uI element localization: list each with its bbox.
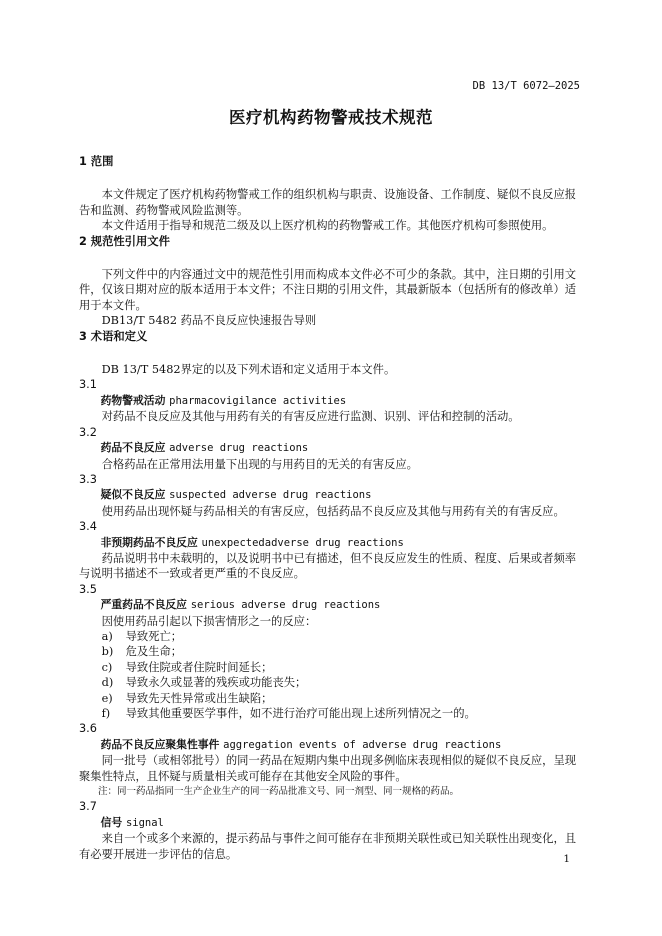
list-item-label: e)	[101, 691, 113, 705]
list-item	[102, 660, 586, 675]
standard-number: DB 13/T 6072—2025	[472, 80, 580, 92]
term-3-5-number: 3.5	[79, 582, 97, 596]
term-3-1-cn: 药物警戒活动	[100, 393, 166, 407]
list-item	[102, 675, 586, 690]
list-item-label: f)	[101, 707, 111, 720]
term-3-6-cn: 药品不良反应聚集性事件	[100, 737, 220, 751]
term-3-2-cn: 药品不良反应	[100, 441, 166, 455]
term-3-5-title	[101, 597, 586, 613]
term-3-3-title	[101, 487, 586, 503]
section-1-paragraph-1: 本文件规定了医疗机构药物警戒工作的组织机构与职责、设施设备、工作制度、疑似不良反应报告和监测、药物警戒风险监测等。	[79, 188, 577, 217]
list-item-text: 导致其他重要医学事件，如不进行治疗可能出现上述所列情况之一的。	[125, 707, 476, 720]
term-3-5-cn: 严重药品不良反应	[100, 598, 187, 612]
list-item-text: 危及生命；	[125, 645, 183, 659]
list-item-label: c)	[101, 660, 113, 674]
term-3-1-number: 3.1	[79, 378, 97, 392]
section-1-heading: 1 范围	[79, 155, 114, 168]
section-2-paragraph-1: 下列文件中的内容通过文中的规范性引用而构成本文件必不可少的条款。其中，注日期的引用文件，仅该日期对应的版本适用于本文件；不注日期的引用文件，其最新版本（包括所有的修改单）适用于本文件。	[79, 268, 577, 312]
page-number: 1	[563, 853, 570, 865]
list-item-label: d)	[101, 676, 114, 690]
list-item-text: 导致永久或显著的残疾或功能丧失；	[125, 676, 307, 690]
section-3-intro: DB 13/T 5482界定的以及下列术语和定义适用于本文件。	[101, 363, 396, 377]
list-item-text: 导致死亡；	[125, 629, 183, 643]
term-3-6-note: 注：同一药品指同一生产企业生产的同一药品批准文号、同一剂型、同一规格的药品。	[98, 786, 460, 798]
term-3-6-definition: 同一批号（或相邻批号）的同一药品在短期内集中出现多例临床表现相似的疑似不良反应，呈现聚集性特点，且怀疑与质量相关或可能存在其他安全风险的事件。	[79, 754, 577, 783]
term-3-3-definition: 使用药品出现怀疑与药品相关的有害反应，包括药品不良反应及其他与用药有关的有害反应。	[101, 504, 565, 518]
term-3-3-en: suspected adverse drug reactions	[169, 489, 372, 502]
term-3-1-definition: 对药品不良反应及其他与用药有关的有害反应进行监测、识别、评估和控制的活动。	[101, 410, 520, 424]
list-item-text: 导致先天性异常或出生缺陷；	[125, 691, 273, 705]
list-item-text: 导致住院或者住院时间延长；	[125, 660, 273, 674]
section-1-paragraph-2: 本文件适用于指导和规范二级及以上医疗机构的药物警戒工作。其他医疗机构可参照使用。	[101, 219, 554, 233]
term-3-7-definition: 来自一个或多个来源的，提示药品与事件之间可能存在非预期关联性或已知关联性出现变化，且有必要开展进一步评估的信息。	[79, 832, 577, 861]
term-3-3-cn: 疑似不良反应	[100, 488, 166, 502]
term-3-6-number: 3.6	[79, 722, 97, 736]
term-3-7-number: 3.7	[79, 800, 97, 814]
term-3-2-definition: 合格药品在正常用法用量下出现的与用药目的无关的有害反应。	[101, 457, 418, 471]
term-3-4-en: unexpectedadverse drug reactions	[201, 536, 404, 549]
section-2-reference: DB13/T 5482 药品不良反应快速报告导则	[101, 314, 317, 328]
term-3-6-title	[101, 737, 586, 753]
list-item-label: a)	[101, 629, 113, 643]
term-3-5-en: serious adverse drug reactions	[190, 599, 381, 612]
term-3-4-title	[101, 535, 586, 551]
list-item	[102, 629, 586, 644]
term-3-4-cn: 非预期药品不良反应	[100, 535, 198, 549]
list-item	[102, 644, 586, 659]
term-3-1-title	[101, 393, 586, 409]
term-3-6-en: aggregation events of adverse drug reactions	[223, 738, 502, 751]
list-item	[102, 706, 586, 721]
term-3-7-en: signal	[125, 816, 164, 829]
term-3-4-definition: 药品说明书中未载明的，以及说明书中已有描述，但不良反应发生的性质、程度、后果或者频率与说明书描述不一致或者更严重的不良反应。	[79, 551, 577, 581]
term-3-2-title	[101, 440, 586, 456]
term-3-7-title	[101, 815, 586, 831]
term-3-1-en: pharmacovigilance activities	[169, 394, 347, 407]
term-3-4-number: 3.4	[79, 520, 97, 534]
list-item-label: b)	[101, 645, 114, 659]
term-3-3-number: 3.3	[79, 472, 97, 486]
term-3-2-en: adverse drug reactions	[169, 442, 309, 455]
document-title: 医疗机构药物警戒技术规范	[229, 108, 433, 127]
section-2-heading: 2 规范性引用文件	[79, 234, 170, 248]
list-item	[102, 691, 586, 706]
section-3-heading: 3 术语和定义	[79, 329, 148, 343]
term-3-5-definition: 因使用药品引起以下损害情形之一的反应：	[101, 614, 317, 628]
document-body	[79, 154, 586, 862]
term-3-7-cn: 信号	[100, 815, 123, 829]
term-3-2-number: 3.2	[79, 425, 97, 439]
